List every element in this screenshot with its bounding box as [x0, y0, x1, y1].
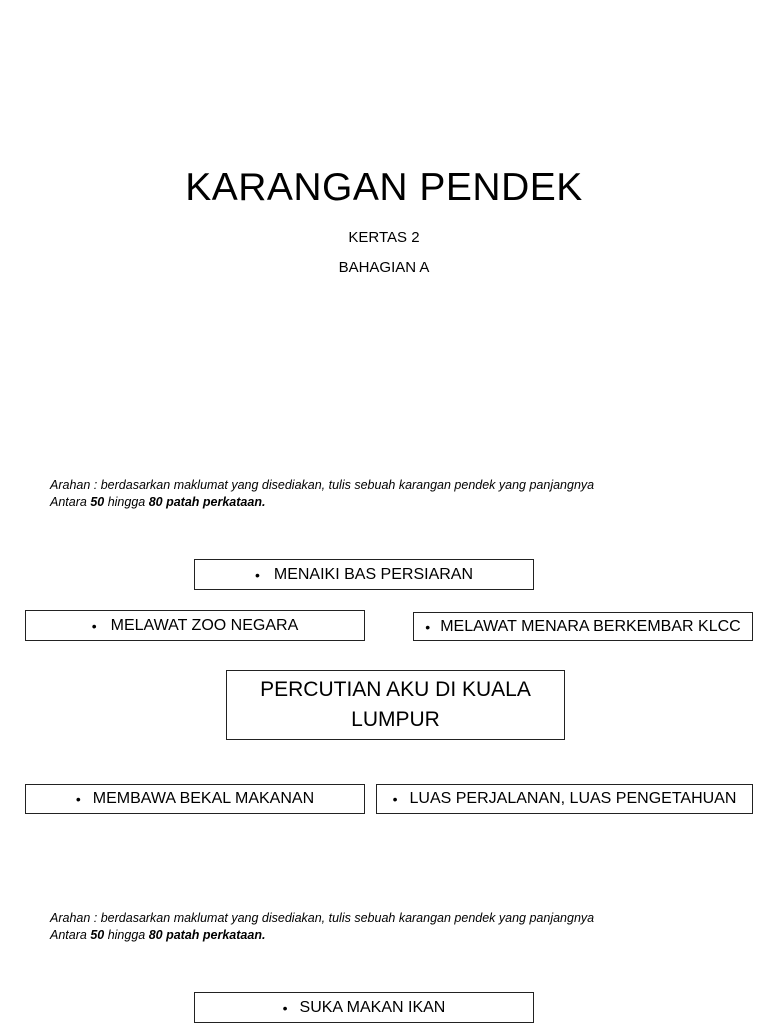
- subtitle-kertas: KERTAS 2: [348, 229, 420, 246]
- instruction-line-2: Antara 50 hingga 80 patah perkataan.: [50, 928, 266, 942]
- topic-label: PERCUTIAN AKU DI KUALA LUMPUR: [260, 678, 531, 731]
- point-box-bottom: [194, 992, 534, 1023]
- point-label: MEMBAWA BEKAL MAKANAN: [92, 790, 315, 807]
- subtitle-bahagian: BAHAGIAN A: [338, 259, 430, 276]
- point-box-top: [194, 559, 534, 590]
- point-label: MELAWAT MENARA BERKEMBAR KLCC: [440, 617, 741, 635]
- bullet-icon: •: [254, 566, 260, 583]
- point-box-right-2: [376, 784, 753, 814]
- bullet-icon: •: [392, 791, 398, 807]
- bullet-icon: •: [425, 618, 431, 635]
- page-title: KARANGAN PENDEK: [185, 166, 583, 209]
- instruction-1: [50, 477, 594, 511]
- point-label: SUKA MAKAN IKAN: [299, 998, 446, 1016]
- instruction-line-1: Arahan : berdasarkan maklumat yang disediakan, tulis sebuah karangan pendek yang panjangnya: [50, 478, 595, 492]
- bullet-icon: •: [91, 617, 97, 634]
- point-box-left-1: [25, 610, 365, 641]
- bullet-icon: •: [282, 999, 288, 1016]
- topic-box-center: [226, 670, 565, 740]
- bullet-icon: •: [75, 791, 81, 807]
- point-label: LUAS PERJALANAN, LUAS PENGETAHUAN: [409, 790, 737, 807]
- point-label: MENAIKI BAS PERSIARAN: [273, 565, 474, 583]
- instruction-line-1: Arahan : berdasarkan maklumat yang disediakan, tulis sebuah karangan pendek yang panjangnya: [50, 911, 595, 925]
- point-box-left-2: [25, 784, 365, 814]
- point-label: MELAWAT ZOO NEGARA: [110, 616, 299, 634]
- point-box-right-1: [413, 612, 753, 641]
- instruction-2: [50, 910, 594, 944]
- instruction-line-2: Antara 50 hingga 80 patah perkataan.: [50, 495, 266, 509]
